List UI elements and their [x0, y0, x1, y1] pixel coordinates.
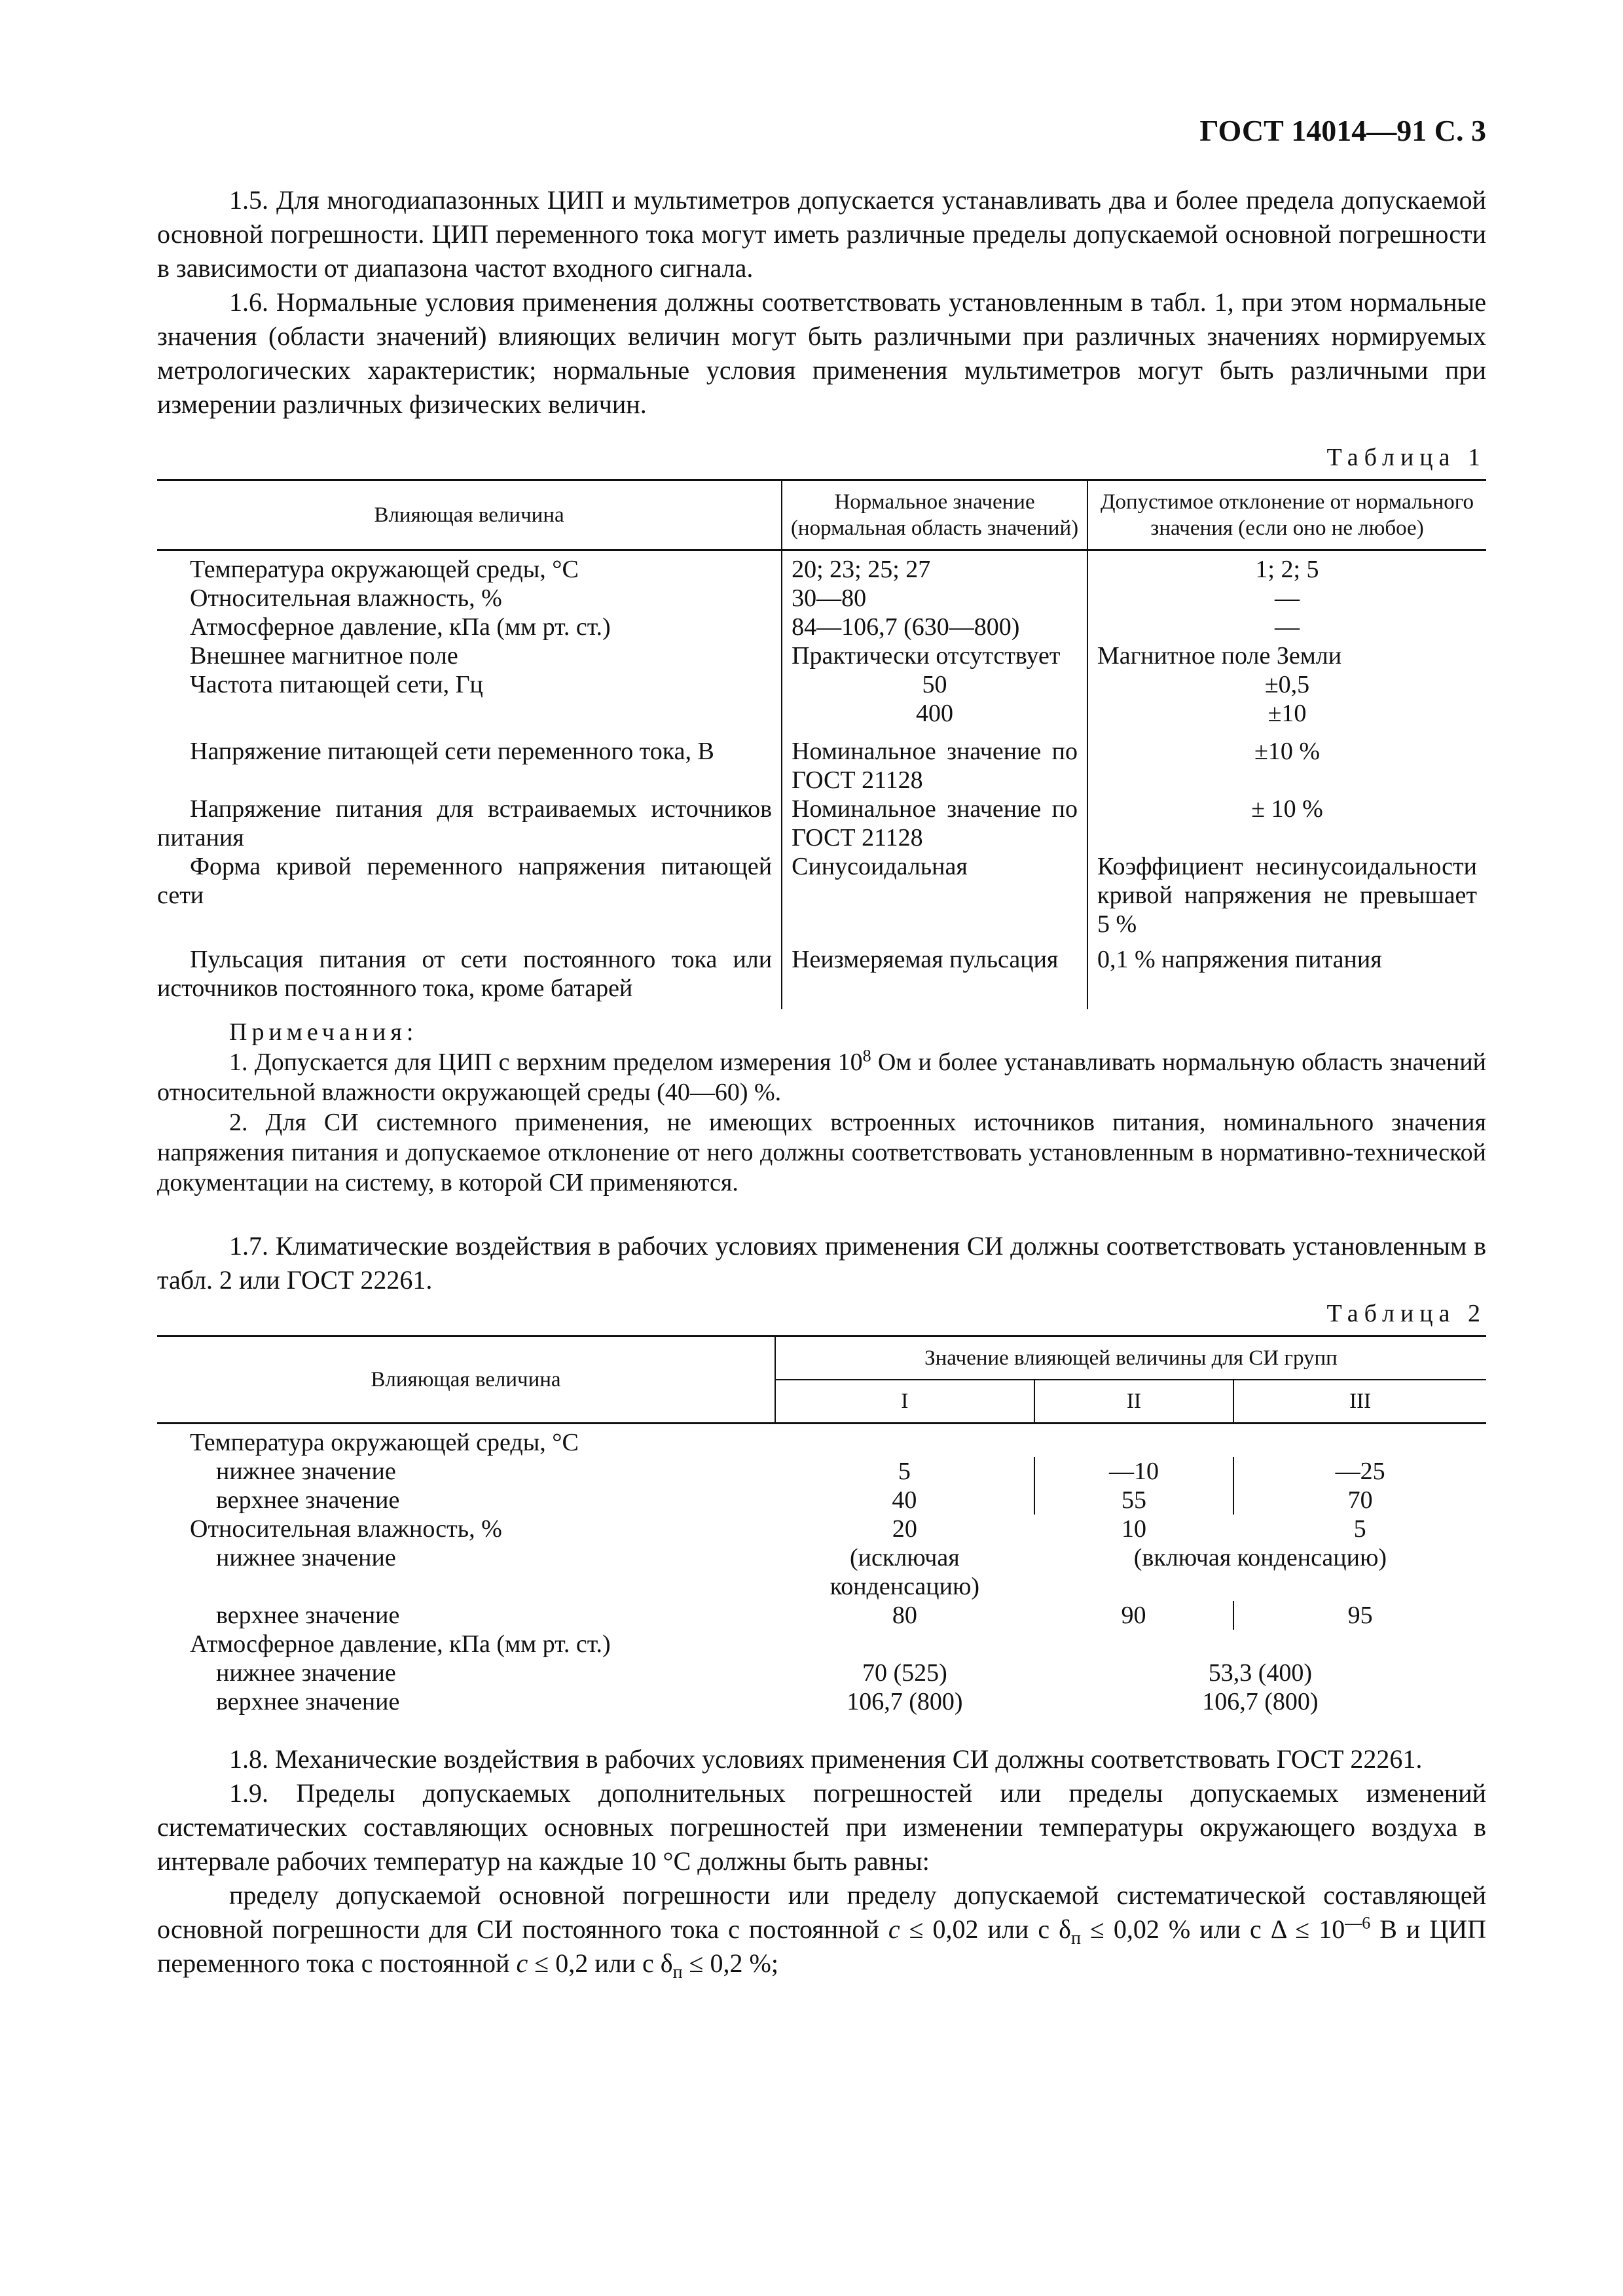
table-cell: ± 10 %	[1087, 795, 1486, 852]
table-cell: 84—106,7 (630—800)	[782, 613, 1087, 641]
table-cell: Номинальное значение по ГОСТ 21128	[782, 728, 1087, 795]
table-cell: нижнее значение	[216, 1458, 396, 1485]
table-cell: 106,7 (800)	[847, 1688, 963, 1715]
table-2-caption: Таблица 2	[1326, 1300, 1486, 1327]
table-cell: 20; 23; 25; 27	[782, 550, 1087, 584]
table-cell	[157, 699, 782, 728]
paragraph-1-7: 1.7. Климатические воздействия в рабочих условиях применения СИ должны соответствовать установленным в табл. 2 или ГОСТ 22261.	[157, 1231, 1486, 1295]
table-row	[157, 584, 1486, 613]
table-cell: 50	[782, 670, 1087, 699]
table-cell: Температура окружающей среды, °С	[190, 1429, 579, 1456]
table-2-header	[157, 1336, 1486, 1380]
table-row	[157, 1543, 1486, 1601]
paragraph-1-6: 1.6. Нормальные условия применения должны соответствовать установленным в табл. 1, при этом нормальные значения (области значений) влияющих величин могут быть различными при различных значениях нормируемых метрологических характеристик; нормальные условия применения мультиметров могут быть различными при измерении различных физических величин.	[157, 287, 1486, 419]
table-cell: Номинальное значение по ГОСТ 21128	[782, 795, 1087, 852]
table-2-group-3: III	[1233, 1380, 1486, 1424]
table-row	[157, 1457, 1486, 1486]
table-cell: нижнее значение	[216, 1544, 396, 1571]
paragraph-1-8: 1.8. Механические воздействия в рабочих условиях применения СИ должны соответствовать ГОСТ 22261.	[229, 1744, 1423, 1774]
table-cell: —25	[1233, 1457, 1486, 1486]
table-2-group-2: II	[1034, 1380, 1234, 1424]
table-cell: Форма кривой переменного напряжения питающей сети	[157, 853, 773, 909]
table-row	[157, 670, 1486, 699]
table-2	[157, 1335, 1486, 1716]
table-cell: ±10 %	[1087, 728, 1486, 795]
table-cell: 5	[898, 1458, 911, 1485]
table-cell: 0,1 % напряжения питания	[1087, 939, 1486, 1009]
table-cell: 70 (525)	[862, 1659, 947, 1687]
table-cell: 5	[1353, 1515, 1366, 1543]
table-row	[157, 1687, 1486, 1716]
table-cell: Неизмеряемая пульсация	[782, 939, 1087, 1009]
table-cell: 95	[1233, 1601, 1486, 1630]
table-row	[157, 939, 1486, 1009]
table-cell: Коэффициент несинусоидальности кривой напряжения не превышает 5 %	[1087, 852, 1486, 939]
note-2: 2. Для СИ системного применения, не имеющих встроенных источников питания, номинального значения напряжения питания и допускаемое отклонение от него должны соответствовать установленным в нормативно-технической документации на систему, в которой СИ применяются.	[157, 1109, 1486, 1196]
table-cell: (включая конденсацию)	[1133, 1544, 1387, 1571]
table-cell: ±10	[1087, 699, 1486, 728]
table-row	[157, 1601, 1486, 1630]
table-cell: верхнее значение	[216, 1688, 400, 1715]
table-cell: Практически отсутствует	[782, 641, 1087, 670]
table-row	[157, 795, 1486, 852]
table-cell: 106,7 (800)	[1202, 1688, 1319, 1715]
page-header: ГОСТ 14014—91 С. 3	[1199, 114, 1486, 147]
table-row	[157, 1630, 1486, 1659]
table-cell: Атмосферное давление, кПа (мм рт. ст.)	[190, 613, 611, 641]
table-cell: Относительная влажность, %	[190, 1515, 502, 1543]
table-1-caption: Таблица 1	[1326, 444, 1486, 471]
table-1-col-normal: Нормальное значение (нормальная область значений)	[782, 480, 1087, 550]
table-row	[157, 641, 1486, 670]
document-page	[157, 98, 1486, 1981]
table-cell: Атмосферное давление, кПа (мм рт. ст.)	[190, 1630, 611, 1658]
table-cell: 80	[892, 1602, 917, 1629]
note-1: 1. Допускается для ЦИП с верхним пределом измерения $10^8$ Ом и более устанавливать нормальную область значений относительной влажности окружающей среды (40—60) %.	[157, 1046, 1486, 1106]
table-2-col-factor: Влияющая величина	[371, 1368, 561, 1391]
table-2-group-1: I	[775, 1380, 1034, 1424]
table-row	[157, 613, 1486, 641]
table-cell: Напряжение питания для встраиваемых источников питания	[157, 795, 773, 852]
paragraph-1-5: 1.5. Для многодиапазонных ЦИП и мультиметров допускается устанавливать два и более предела допускаемой основной погрешности. ЦИП переменного тока могут иметь различные пределы допускаемой основной погрешности в зависимости от диапазона частот входного сигнала.	[157, 185, 1486, 283]
table-cell: 53,3 (400)	[1208, 1659, 1313, 1687]
table-row	[157, 1659, 1486, 1687]
paragraph-limits: пределу допускаемой основной погрешности или пределу допускаемой систематической составляющей основной погрешности для СИ постоянного тока с постоянной c ≤ 0,02 или с $\delta_п \le 0,02$ % или с $\Delta \le 10^{—6}$ В и ЦИП переменного тока с постоянной c ≤ 0,2 или с $\delta_п \le 0,2$ %;	[157, 1880, 1486, 1982]
table-row	[157, 1486, 1486, 1515]
table-row	[157, 1424, 1486, 1458]
table-cell: 20	[892, 1515, 917, 1543]
table-cell: Синусоидальная	[782, 852, 1087, 939]
table-cell: 30—80	[782, 584, 1087, 613]
table-1-col-deviation: Допустимое отклонение от нормального значения (если оно не любое)	[1087, 480, 1486, 550]
table-cell: 10	[1122, 1515, 1147, 1543]
table-cell: 1; 2; 5	[1087, 550, 1486, 584]
table-cell: верхнее значение	[216, 1602, 400, 1629]
table-cell: Относительная влажность, %	[190, 584, 502, 612]
table-cell: —	[1087, 613, 1486, 641]
table-1	[157, 479, 1486, 1009]
table-cell: 40	[892, 1486, 917, 1514]
table-cell: нижнее значение	[216, 1659, 396, 1687]
table-cell: Температура окружающей среды, °С	[190, 556, 579, 583]
table-cell: Напряжение питающей сети переменного тока, В	[190, 738, 714, 765]
table-cell: (исключая конденсацию)	[830, 1544, 980, 1600]
table-1-notes	[157, 1017, 1486, 1198]
table-cell: ±0,5	[1087, 670, 1486, 699]
notes-title: Примечания:	[229, 1018, 418, 1046]
table-row	[157, 550, 1486, 584]
table-cell: 90	[1121, 1602, 1146, 1629]
table-2-group-header: Значение влияющей величины для СИ групп	[775, 1336, 1486, 1380]
paragraph-1-9: 1.9. Пределы допускаемых дополнительных погрешностей или пределы допускаемых изменений систематических составляющих основных погрешностей при изменении температуры окружающего воздуха в интервале рабочих температур на каждые 10 °С должны быть равны:	[157, 1778, 1486, 1876]
table-row	[157, 852, 1486, 939]
table-cell: —	[1087, 584, 1486, 613]
table-cell: Магнитное поле Земли	[1087, 641, 1486, 670]
table-cell: 70	[1233, 1486, 1486, 1515]
table-row	[157, 728, 1486, 795]
table-cell: Внешнее магнитное поле	[190, 642, 458, 670]
table-cell: 400	[782, 699, 1087, 728]
table-cell: —10	[1034, 1457, 1234, 1486]
table-row	[157, 699, 1486, 728]
table-row	[157, 1515, 1486, 1543]
table-cell: 55	[1034, 1486, 1234, 1515]
table-1-header	[157, 480, 1486, 550]
table-cell: Пульсация питания от сети постоянного тока или источников постоянного тока, кроме батарей	[157, 946, 773, 1002]
table-1-col-factor: Влияющая величина	[374, 503, 564, 527]
table-cell: Частота питающей сети, Гц	[190, 671, 483, 698]
table-cell: верхнее значение	[216, 1486, 400, 1514]
